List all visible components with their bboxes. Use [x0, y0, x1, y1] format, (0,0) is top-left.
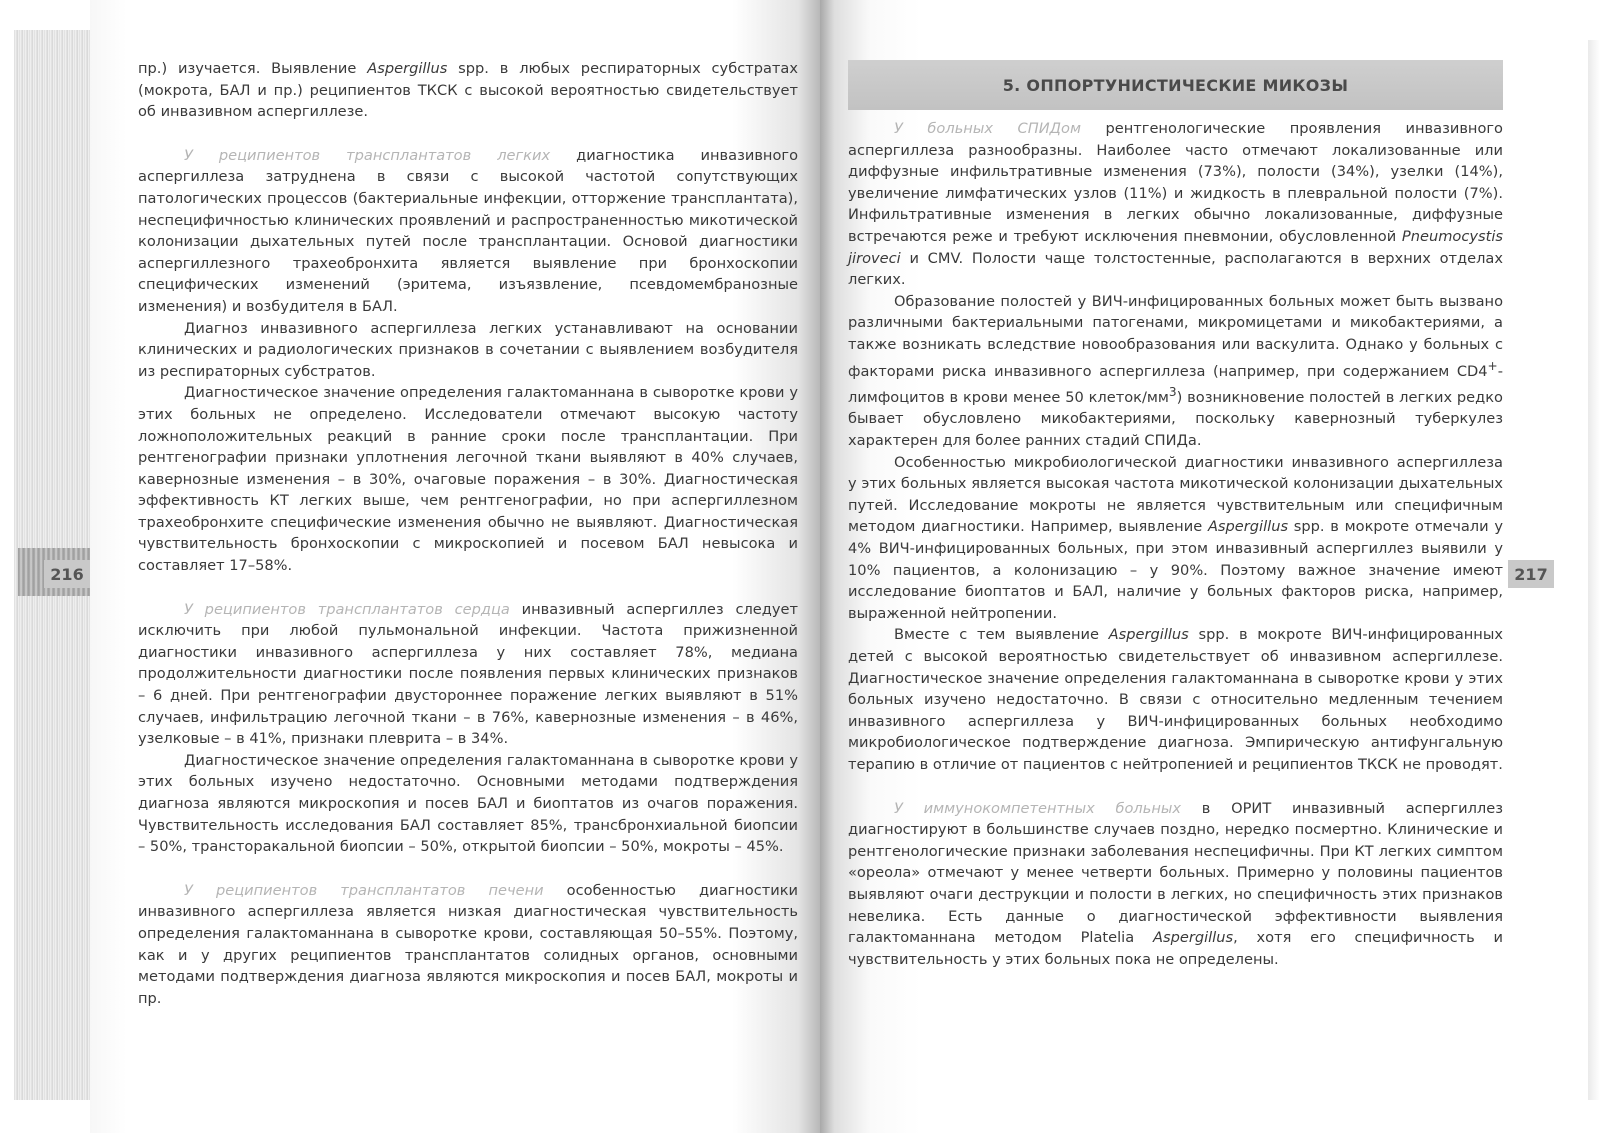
paragraph: У больных СПИДом рентгенологические проявления инвазивного аспергиллеза разнообразны. Наиболее часто отмечают локализованные или диффузные инфильтративные изменения (73%), полости (34%), узелки (14%), увеличение лимфатических узлов (11%) и жидкость в плевральной полости (7%). Инфильтративные изменения в легких обычно локализованные, диффузные встречаются реже и требуют исключения пневмонии, обусловленной Pneumocystis jiroveci и CMV. Полости чаще толстостенные, располагаются в верхних отделах легких.: [848, 120, 1503, 289]
page-number-right: 217: [1508, 560, 1554, 588]
left-page-text: [138, 58, 798, 1009]
paragraph: У реципиентов трансплантатов легких диагностика инвазивного аспергиллеза затруднена в связи с высокой частотой сопутствующих патологических процессов (бактериальные инфекции, отторжение трансплантата), неспецифичностью клинических проявлений и распространенностью микотической колонизации дыхательных путей после трансплантации. Основой диагностики аспергиллезного трахеобронхита является выявление при бронхоскопии специфических изменений (эритема, изъязвление, псевдомембранозные изменения) и возбудителя в БАЛ.: [138, 146, 798, 315]
chapter-title: 5. ОППОРТУНИСТИЧЕСКИЕ МИКОЗЫ: [1002, 75, 1349, 95]
paragraph: Образование полостей у ВИЧ-инфицированных больных может быть вызвано различными бактериальными патогенами, микромицетами и микобактериями, а также возникать вследствие новообразования или васкулита. Однако у больных с факторами риска инвазивного аспергиллеза (например, при содержанием CD4+-лимфоцитов в крови менее 50 клеток/$мм^3$) возникновение полостей в легких редко бывает обусловлено микобактериями, поскольку кавернозный туберкулез характерен для более ранних стадий СПИДа.: [848, 292, 1503, 450]
left-page: [90, 0, 820, 1133]
paragraph: Диагностическое значение определения галактоманнана в сыворотке крови у этих больных изучено недостаточно. Основными методами подтверждения диагноза являются микроскопия и посев БАЛ и биоптатов из очагов поражения. Чувствительность исследования БАЛ составляет 85%, трансбронхиальной биопсии – 50%, трансторакальной биопсии – 50%, открытой биопсии – 50%, мокроты – 45%.: [138, 751, 798, 856]
chapter-header: [848, 60, 1503, 110]
paragraph: Диагностическое значение определения галактоманнана в сыворотке крови у этих больных не определено. Исследователи отмечают высокую частоту ложноположительных реакций в ранние сроки после трансплантации. При рентгенографии признаки уплотнения легочной ткани выявляют в 40% случаев, кавернозные изменения – в 30%, очаговые поражения – в 30%. Диагностическая эффективность КТ легких выше, чем рентгенографии, но при аспергиллезном трахеобронхите специфические изменения обычно не выявляют. Диагностическая чувствительность бронхоскопии с микроскопией и посевом БАЛ невысока и составляет 17–58%.: [138, 384, 798, 575]
paragraph: У реципиентов трансплантатов печени особенностью диагностики инвазивного аспергиллеза является низкая диагностическая чувствительность определения галактоманнана в сыворотке крови, составляющая 50–55%. Поэтому, как и у других реципиентов трансплантатов солидных органов, основными методами подтверждения диагноза являются микроскопия и посев БАЛ, мокроты и пр.: [138, 881, 799, 1007]
paragraph: пр.) изучается. Выявление Aspergillus spp. в любых респираторных субстратах (мокрота, БАЛ и пр.) реципиентов ТКСК с высокой вероятностью свидетельствует об инвазивном аспергиллезе.: [138, 60, 799, 121]
right-page: [820, 0, 1540, 1133]
paragraph: У иммунокомпетентных больных в ОРИТ инвазивный аспергиллез диагностируют в большинстве случаев поздно, нередко посмертно. Клинические и рентгенологические признаки заболевания неспецифичны. При КТ легких симптом «ореола» отмечают у менее четверти больных. Примерно у половины пациентов выявляют очаги деструкции и полости в легких, но специфичность этих признаков невелика. Есть данные о диагностической эффективности выявления галактоманнана методом Platelia Aspergillus, хотя его специфичность и чувствительность у этих больных пока не определены.: [848, 799, 1503, 968]
page-number-left: 216: [44, 560, 90, 588]
paragraph: Вместе с тем выявление Aspergillus spp. в мокроте ВИЧ-инфицированных детей с высокой вероятностью свидетельствует об инвазивном аспергиллезе. Диагностическое значение определения галактоманнана в сыворотке крови у этих больных изучено недостаточно. В связи с относительно медленным течением инвазивного аспергиллеза у ВИЧ-инфицированных больных необходимо микробиологическое подтверждение диагноза. Эмпирическую антифунгальную терапию в отличие от пациентов с нейтропенией и реципиентов ТКСК не проводят.: [848, 626, 1503, 773]
paragraph: У реципиентов трансплантатов сердца инвазивный аспергиллез следует исключить при любой пульмональной инфекции. Частота прижизненной диагностики инвазивного аспергиллеза у них составляет 78%, медиана продолжительности диагностики после появления первых клинических признаков – 6 дней. При рентгенографии двустороннее поражение легких выявляют в 51% случаев, инфильтрацию легочной ткани – в 76%, кавернозные изменения – в 46%, узелковые – в 41%, признаки плеврита – в 34%.: [138, 600, 798, 748]
right-page-text: [848, 118, 1503, 970]
paragraph: Особенностью микробиологической диагностики инвазивного аспергиллеза у этих больных является высокая частота микотической колонизации дыхательных путей. Исследование мокроты не является чувствительным или специфичным методом диагностики. Например, выявление Aspergillus spp. в мокроте отмечали у 4% ВИЧ-инфицированных больных, при этом инвазивный аспергиллез выявили у 10% пациентов, а колонизацию – у 90%. Поэтому важное значение имеют исследование биоптатов и БАЛ, наличие у больных факторов риска, например, выраженной нейтропении.: [848, 453, 1503, 622]
page-edge-right: [1588, 40, 1600, 1100]
paragraph: Диагноз инвазивного аспергиллеза легких устанавливают на основании клинических и радиологических признаков в сочетании с выявлением возбудителя из респираторных субстратов.: [138, 319, 798, 380]
